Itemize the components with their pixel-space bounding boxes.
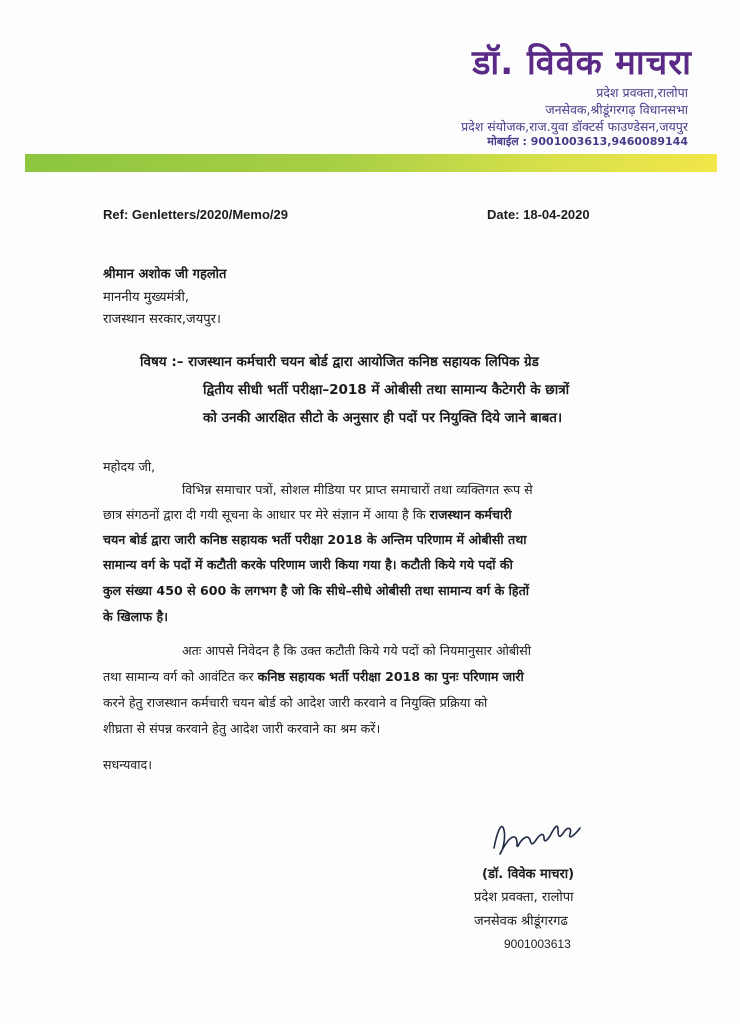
letterhead-name: डॉ. विवेक माचरा [472,43,692,83]
signatory-name: (डॉ. विवेक माचरा) [482,867,575,882]
paragraph-1-line-4: सामान्य वर्ग के पदों में कटौती करके परिणाम जारी किया गया है। कटौती किये गये पदों की [103,557,513,572]
subject-line-3: को उनकी आरक्षित सीटो के अनुसार ही पदों पर नियुक्ति दिये जाने बाबत। [203,410,563,426]
paragraph-1-line-2: छात्र संगठनों द्वारा दी गयी सूचना के आधार पर मेरे संज्ञान में आया है कि राजस्थान कर्मचारी [103,507,512,522]
signatory-phone: 9001003613 [504,937,571,951]
salutation: महोदय जी, [103,459,156,474]
subject-line-2: द्वितीय सीधी भर्ती परीक्षा–2018 में ओबीसी तथा सामान्य कैटेगरी के छात्रों [203,382,570,398]
closing: सधन्यवाद। [103,757,153,772]
paragraph-2-line-3: करने हेतु राजस्थान कर्मचारी चयन बोर्ड को आदेश जारी करवाने व नियुक्ति प्रक्रिया को [103,695,488,710]
paragraph-1-line-6: के खिलाफ है। [103,609,168,624]
paragraph-1-line-1: विभिन्न समाचार पत्रों, सोशल मीडिया पर प्राप्त समाचारों तथा व्यक्तिगत रूप से [182,482,533,497]
signatory-title: प्रदेश प्रवक्ता, रालोपा [474,890,574,905]
paragraph-1-line-3: चयन बोर्ड द्वारा जारी कनिष्ठ सहायक भर्ती परीक्षा 2018 के अन्तिम परिणाम में ओबीसी तथा [103,532,527,547]
paragraph-2-line-4: शीघ्रता से संपन्न करवाने हेतु आदेश जारी करवाने का श्रम करें। [103,721,381,736]
recipient-title: माननीय मुख्यमंत्री, [103,290,189,305]
letterhead-foundation: प्रदेश संयोजक,राज.युवा डॉक्टर्स फाउण्डेसन,जयपुर [461,119,688,134]
letterhead-mobile: मोबाईल : 9001003613,9460089144 [487,135,688,148]
paragraph-1-line-5: कुल संख्या 450 से 600 के लगभग है जो कि सीधे–सीधे ओबीसी तथा सामान्य वर्ग के हितों [103,583,530,598]
letterhead-constituency: जनसेवक,श्रीडूंगरगढ़ विधानसभा [545,102,688,117]
paragraph-2-line-2: तथा सामान्य वर्ग को आवंटित कर कनिष्ठ सहायक भर्ती परीक्षा 2018 का पुनः परिणाम जारी [103,669,524,684]
recipient-name: श्रीमान अशोक जी गहलोत [103,267,227,282]
subject-line-1: विषय :– राजस्थान कर्मचारी चयन बोर्ड द्वारा आयोजित कनिष्ठ सहायक लिपिक ग्रेड [140,354,539,370]
paragraph-2-line-1: अतः आपसे निवेदन है कि उक्त कटौती किये गये पदों को नियमानुसार ओबीसी [182,643,532,658]
signatory-role: जनसेवक श्रीडूंगरगढ [474,914,568,929]
letterhead-color-band [25,154,717,172]
letter-date: Date: 18-04-2020 [487,207,590,222]
letterhead-designation: प्रदेश प्रवक्ता,रालोपा [596,85,688,100]
handwritten-signature [488,808,584,860]
reference-number: Ref: Genletters/2020/Memo/29 [103,207,288,222]
recipient-office: राजस्थान सरकार,जयपुर। [103,312,221,327]
